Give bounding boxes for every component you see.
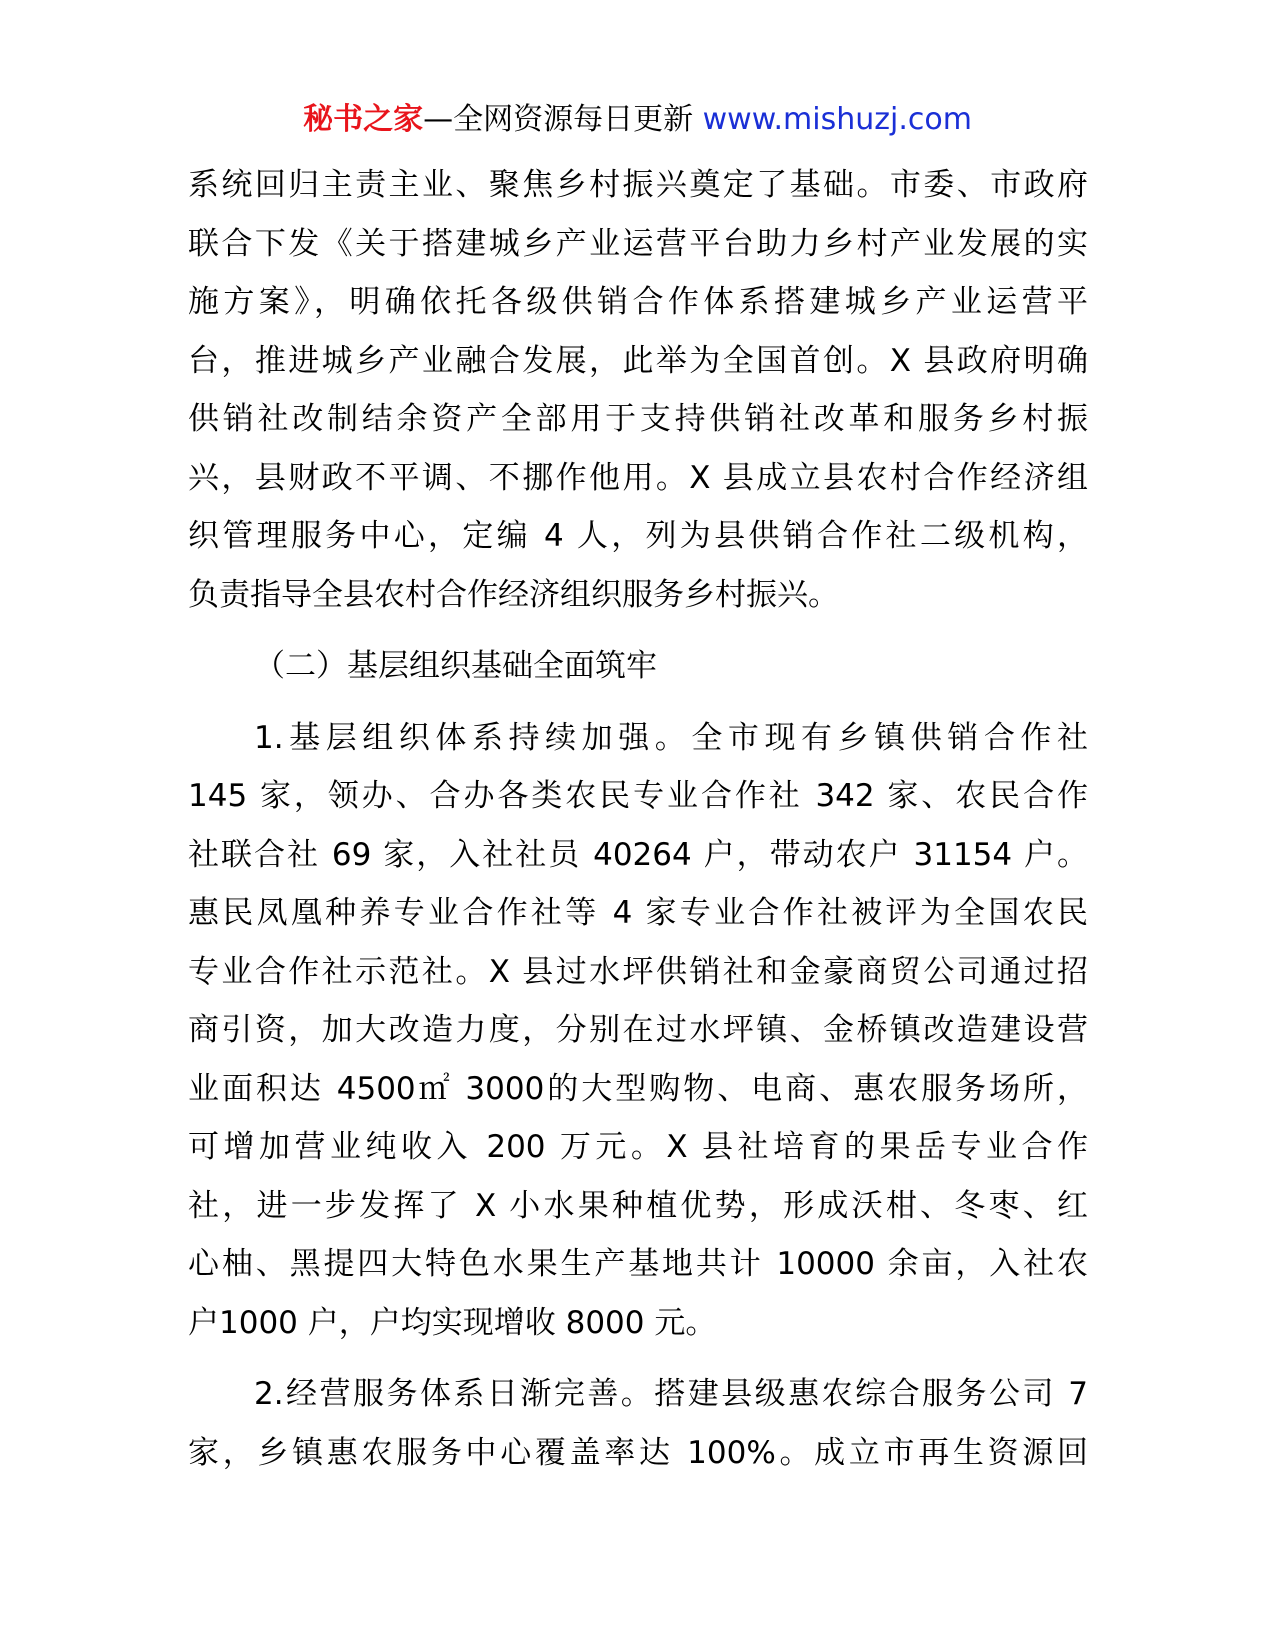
paragraph-continuation [188,156,1088,624]
page-header [0,100,1275,140]
text-line: 1.基层组织体系持续加强。全市现有乡镇供销合作社 [254,719,1088,756]
text-line: 联合下发《关于搭建城乡产业运营平台助力乡村产业发展的实 [188,225,1088,262]
text-line: 织管理服务中心，定编 4 人，列为县供销合作社二级机构， [188,518,1088,554]
text-line: 负责指导全县农村合作经济组织服务乡村振兴。 [188,576,839,613]
text-line: 台，推进城乡产业融合发展，此举为全国首创。X 县政府明确 [188,342,1088,379]
text-line: 可增加营业纯收入 200 万元。X 县社培育的果岳专业合作 [188,1129,1088,1165]
text-line: 户1000 户，户均实现增收 8000 元。 [188,1304,717,1341]
text-line: 心柚、黑提四大特色水果生产基地共计 10000 余亩，入社农 [188,1246,1088,1282]
text-line: 专业合作社示范社。X 县过水坪供销社和金豪商贸公司通过招 [188,953,1088,990]
text-line: 家，乡镇惠农服务中心覆盖率达 100%。成立市再生资源回 [188,1434,1088,1471]
paragraph-service-system [188,1365,1088,1482]
text-line: 供销社改制结余资产全部用于支持供销社改革和服务乡村振 [188,401,1088,437]
section-heading-text: （二）基层组织基础全面筑牢 [254,648,657,684]
text-line: 业面积达 4500㎡ 3000的大型购物、电商、惠农服务场所， [188,1070,1088,1107]
text-line: 系统回归主责主业、聚焦乡村振兴奠定了基础。市委、市政府 [188,167,1088,203]
document-body [188,156,1088,1482]
paragraph-grassroots [188,709,1088,1353]
text-line: 施方案》，明确依托各级供销合作体系搭建城乡产业运营平 [188,284,1088,320]
text-line: 惠民凤凰种养专业合作社等 4 家专业合作社被评为全国农民 [188,895,1088,931]
header-site-url[interactable]: www.mishuzj.com [702,102,972,137]
text-line: 社，进一步发挥了 X 小水果种植优势，形成沃柑、冬枣、红 [188,1187,1088,1224]
text-line: 2.经营服务体系日渐完善。搭建县级惠农综合服务公司 7 [254,1376,1088,1412]
section-heading [188,637,1088,696]
header-slogan: —全网资源每日更新 [423,102,694,137]
text-line: 兴，县财政不平调、不挪作他用。X 县成立县农村合作经济组 [188,459,1088,496]
text-line: 社联合社 69 家，入社社员 40264 户，带动农户 31154 户。 [188,836,1088,873]
text-line: 商引资，加大改造力度，分别在过水坪镇、金桥镇改造建设营 [188,1012,1088,1048]
header-brand: 秘书之家 [303,102,424,137]
text-line: 145 家，领办、合办各类农民专业合作社 342 家、农民合作 [188,778,1088,814]
